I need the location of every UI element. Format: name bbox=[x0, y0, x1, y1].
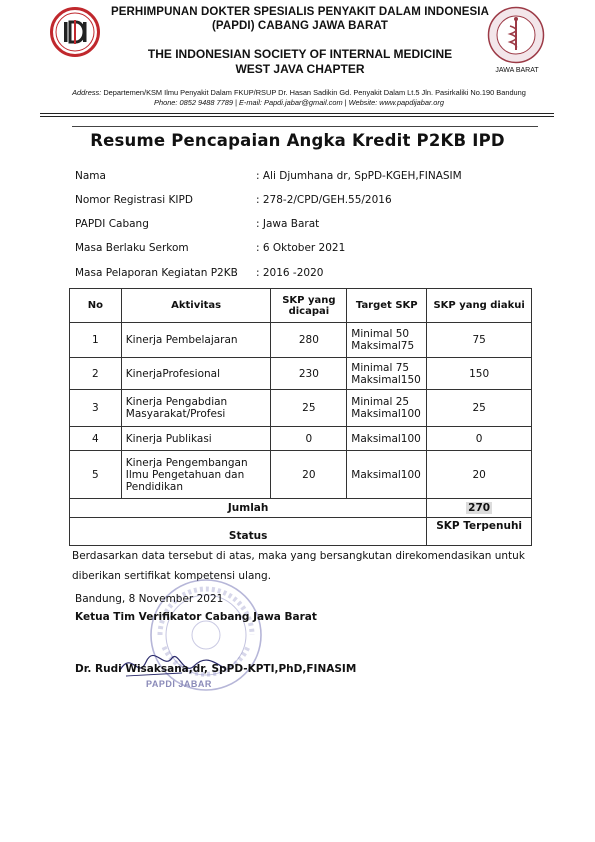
medical-seal-icon bbox=[487, 6, 545, 64]
status-row bbox=[70, 518, 532, 546]
field-value-serkom: : 6 Oktober 2021 bbox=[256, 242, 346, 254]
field-label-pelaporan: Masa Pelaporan Kegiatan P2KB bbox=[75, 267, 238, 279]
header-divider-top bbox=[40, 113, 554, 114]
row-no: 5 bbox=[70, 451, 122, 499]
target-max: Maksimal100 bbox=[351, 408, 421, 420]
row-no: 1 bbox=[70, 323, 122, 358]
jumlah-value: 270 bbox=[468, 502, 491, 514]
header-aktivitas: Aktivitas bbox=[121, 289, 271, 323]
credit-table bbox=[69, 288, 532, 546]
field-label-nama: Nama bbox=[75, 170, 106, 182]
field-value-cabang: : Jawa Barat bbox=[256, 218, 320, 230]
papdi-logo bbox=[50, 7, 100, 57]
row-dicapai: 25 bbox=[271, 390, 347, 427]
org-name bbox=[110, 5, 490, 33]
table-row bbox=[70, 358, 532, 390]
signer-name: Dr. Rudi Wisaksana,dr, SpPD-KPTI,PhD,FINASIM bbox=[75, 663, 357, 675]
header-skp-diakui: SKP yang diakui bbox=[427, 289, 532, 323]
address-block bbox=[44, 88, 554, 108]
address-label: Address: bbox=[72, 88, 102, 97]
row-no: 3 bbox=[70, 390, 122, 427]
status-value: SKP Terpenuhi bbox=[427, 518, 532, 546]
org-english-line1: THE INDONESIAN SOCIETY OF INTERNAL MEDICINE bbox=[147, 47, 453, 61]
row-diakui: 0 bbox=[427, 427, 532, 451]
field-value-pelaporan: : 2016 -2020 bbox=[256, 267, 324, 279]
row-aktivitas: KinerjaProfesional bbox=[121, 358, 271, 390]
row-target: Maksimal100 bbox=[347, 427, 427, 451]
target-max: Maksimal150 bbox=[351, 373, 421, 386]
org-name-line1: PERHIMPUNAN DOKTER SPESIALIS PENYAKIT DALAM INDONESIA bbox=[110, 6, 490, 18]
header-no: No bbox=[70, 289, 122, 323]
row-aktivitas: Kinerja Pengembangan Ilmu Pengetahuan dan Pendidikan bbox=[121, 451, 271, 499]
org-name-line2: (PAPDI) CABANG JAWA BARAT bbox=[211, 20, 389, 32]
jumlah-label: Jumlah bbox=[70, 499, 427, 518]
row-dicapai: 280 bbox=[271, 323, 347, 358]
table-row bbox=[70, 323, 532, 358]
row-aktivitas: Kinerja Pengabdian Masyarakat/Profesi bbox=[121, 390, 271, 427]
target-max: Maksimal75 bbox=[351, 340, 415, 352]
row-aktivitas: Kinerja Publikasi bbox=[121, 427, 271, 451]
row-dicapai: 230 bbox=[271, 358, 347, 390]
field-label-registrasi: Nomor Registrasi KIPD bbox=[75, 194, 193, 206]
header-target-skp: Target SKP bbox=[347, 289, 427, 323]
row-target bbox=[347, 358, 427, 390]
row-diakui: 25 bbox=[427, 390, 532, 427]
contact-line: Phone: 0852 9488 7789 | E-mail: Papdi.jabar@gmail.com | Website: www.papdijabar.org bbox=[154, 98, 444, 107]
target-min: Minimal 50 bbox=[351, 328, 410, 340]
org-english-name bbox=[110, 47, 490, 77]
row-dicapai: 0 bbox=[271, 427, 347, 451]
address-text: Departemen/KSM Ilmu Penyakit Dalam FKUP/RSUP Dr. Hasan Sadikin Gd. Penyakit Dalam Lt.5 Jln. Pasirkaliki No.190 Bandung bbox=[103, 88, 526, 97]
logo-right-caption: JAWA BARAT bbox=[495, 67, 539, 74]
table-row bbox=[70, 451, 532, 499]
field-label-serkom: Masa Berlaku Serkom bbox=[75, 242, 189, 254]
stamp-text: PAPDI JABAR bbox=[146, 679, 212, 689]
row-target: Maksimal100 bbox=[347, 451, 427, 499]
table-row bbox=[70, 427, 532, 451]
org-english-line2: WEST JAVA CHAPTER bbox=[235, 62, 365, 76]
row-no: 2 bbox=[70, 358, 122, 390]
document-title: Resume Pencapaian Angka Kredit P2KB IPD bbox=[90, 131, 505, 150]
place-date: Bandung, 8 November 2021 bbox=[75, 593, 224, 605]
row-target bbox=[347, 323, 427, 358]
field-value-registrasi: : 278-2/CPD/GEH.55/2016 bbox=[256, 194, 392, 206]
row-diakui: 150 bbox=[427, 358, 532, 390]
table-row bbox=[70, 390, 532, 427]
row-diakui: 75 bbox=[427, 323, 532, 358]
recommendation-text: Berdasarkan data tersebut di atas, maka yang bersangkutan direkomendasikan untuk diberikan sertifikat kompetensi ulang. bbox=[72, 550, 525, 582]
title-divider bbox=[72, 126, 538, 127]
row-aktivitas: Kinerja Pembelajaran bbox=[121, 323, 271, 358]
jumlah-value-cell bbox=[427, 499, 532, 518]
target-min: Minimal 75 bbox=[351, 361, 410, 374]
header-skp-dicapai: SKP yang dicapai bbox=[271, 289, 347, 323]
row-no: 4 bbox=[70, 427, 122, 451]
signer-role: Ketua Tim Verifikator Cabang Jawa Barat bbox=[75, 611, 317, 623]
target-min: Minimal 25 bbox=[351, 396, 410, 408]
field-label-cabang: PAPDI Cabang bbox=[75, 218, 149, 230]
row-diakui: 20 bbox=[427, 451, 532, 499]
table-header-row bbox=[70, 289, 532, 323]
row-dicapai: 20 bbox=[271, 451, 347, 499]
row-target bbox=[347, 390, 427, 427]
header-divider-bottom bbox=[40, 116, 554, 117]
status-label: Status bbox=[70, 518, 427, 546]
field-value-nama: : Ali Djumhana dr, SpPD-KGEH,FINASIM bbox=[256, 170, 462, 182]
jumlah-row bbox=[70, 499, 532, 518]
